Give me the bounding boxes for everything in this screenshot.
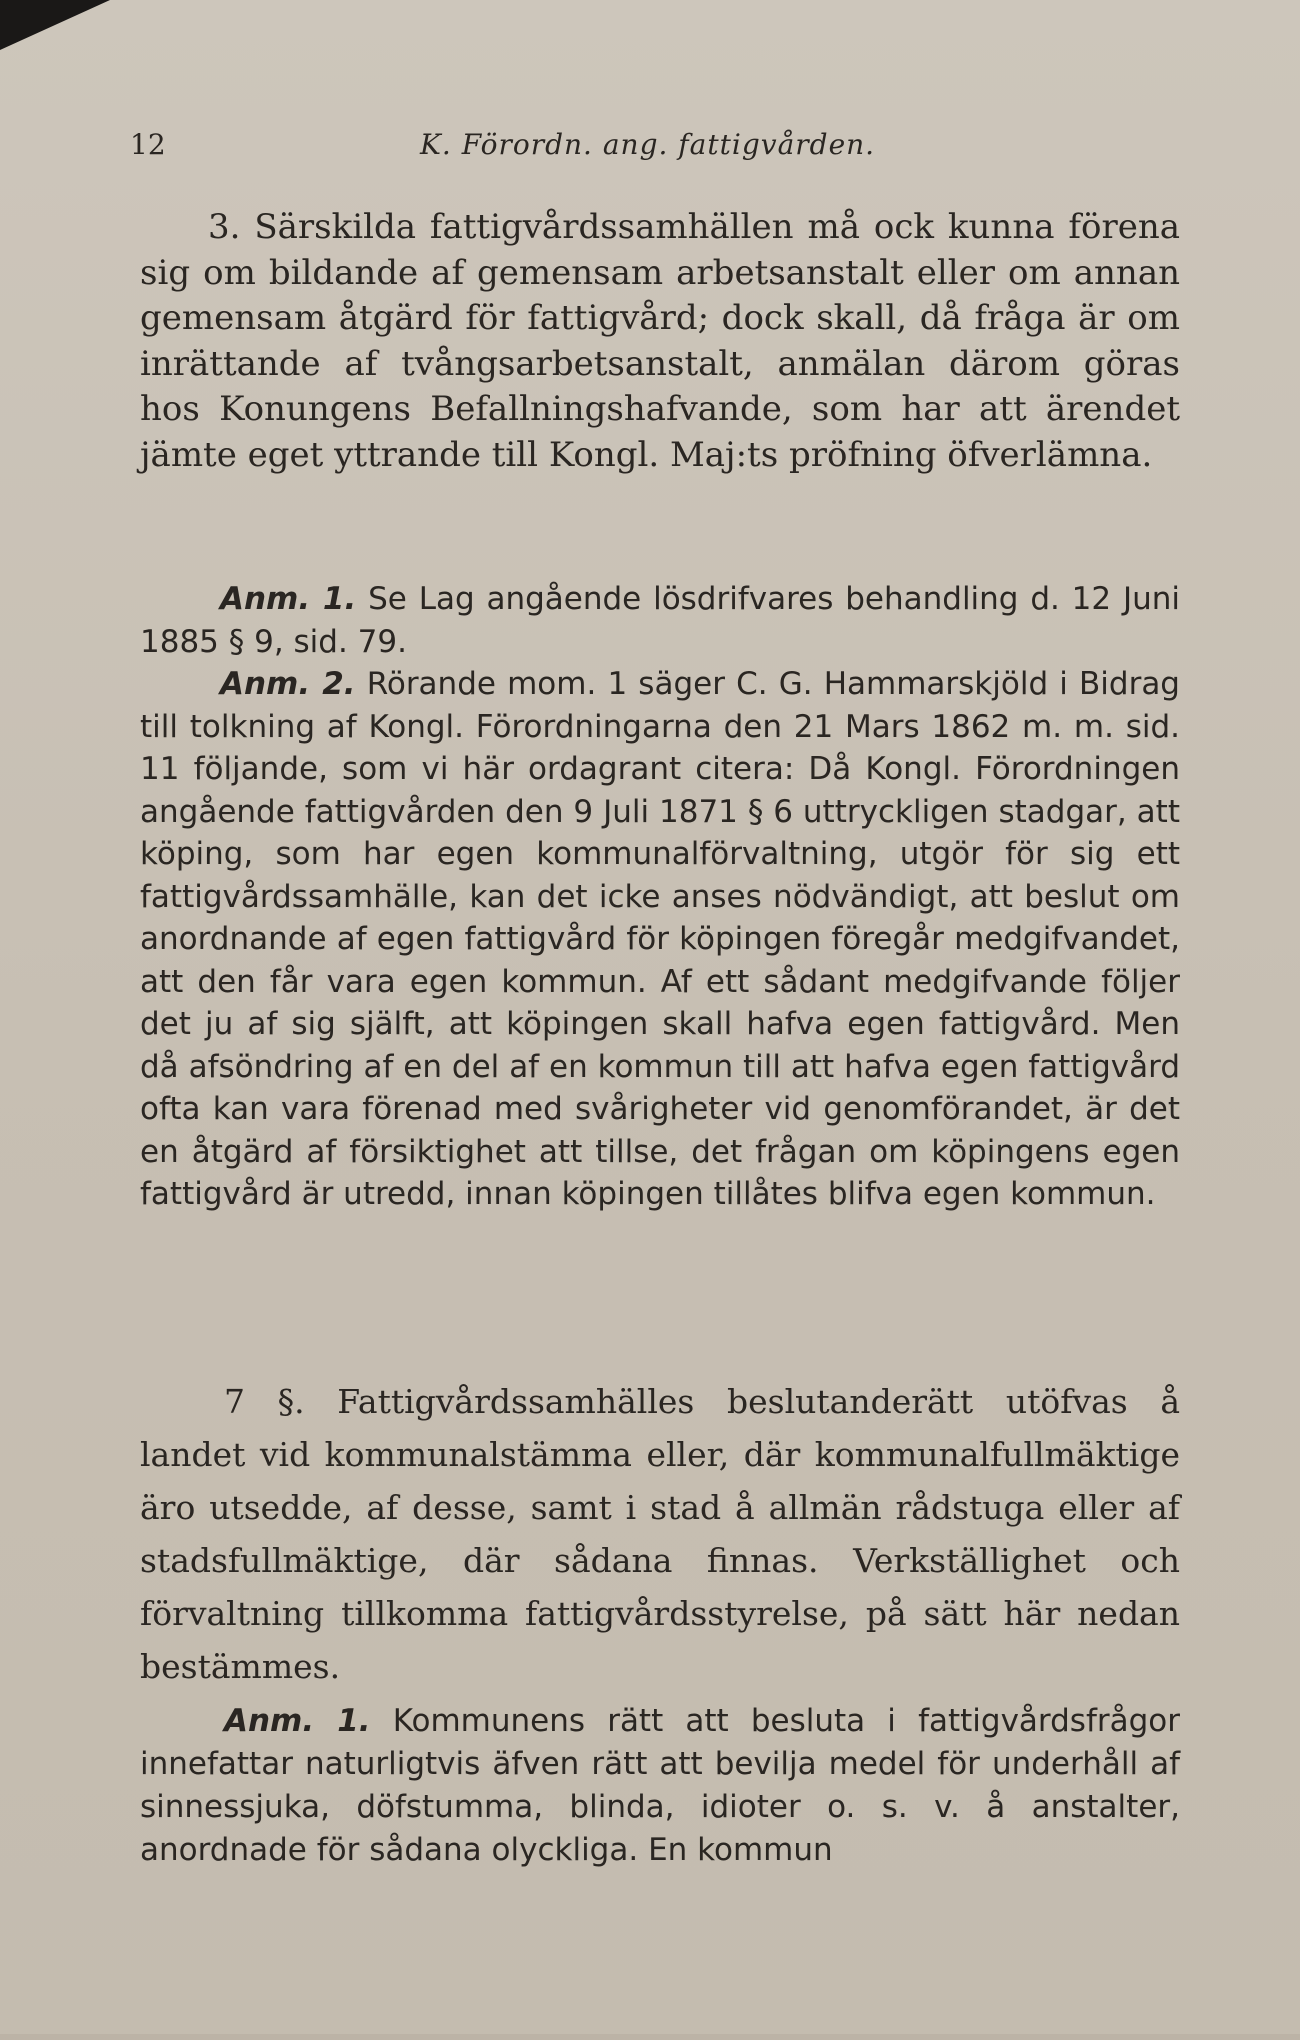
- annotations-block: [140, 578, 1180, 1216]
- paragraph-3-block: [140, 205, 1180, 478]
- note-2-text: Rörande mom. 1 säger C. G. Hammarskjöld i Bidrag till tolkning af Kongl. Förordningarna den 21 Mars 1862 m. m. sid. 11 följande, som vi här ordagrant citera: Då Kongl. Förordningen angående fattigvården den 9 Juli 1871 § 6 uttryckligen stadgar, att köping, som har egen kommunalförvaltning, utgör för sig ett fattigvårdssamhälle, kan det icke anses nödvändigt, att beslut om anordnande af egen fattigvård för köpingen föregår medgifvandet, att den får vara egen kommun. Af ett sådant medgifvande följer det ju af sig själft, att köpingen skall hafva egen fattigvård. Men då afsöndring af en del af en kommun till att hafva egen fattigvård ofta kan vara förenad med svårigheter vid genomförandet, är det en åtgärd af försiktighet att tillse, det frågan om köpingens egen fattigvård är utredd, innan köpingen tillåtes blifva egen kommun.: [140, 666, 1180, 1212]
- section-7-note-1-label: Anm. 1.: [224, 1703, 371, 1739]
- section-7-block: [140, 1375, 1180, 1693]
- page-bottom-edge: [0, 2034, 1300, 2040]
- page-number: 12: [130, 128, 166, 161]
- note-1-label: Anm. 1.: [220, 581, 357, 617]
- section-7-note-1-text: Kommunens rätt att besluta i fattigvårdsfrågor innefattar naturligtvis äfven rätt att bevilja medel för underhåll af sinnessjuka, döfstumma, blinda, idioter o. s. v. å anstalter, anordnade för sådana olyckliga. En kommun: [140, 1703, 1180, 1868]
- paragraph-3: 3. Särskilda fattigvårdssamhällen må ock kunna förena sig om bildande af gemensam arbetsanstalt eller om annan gemensam åtgärd för fattigvård; dock skall, då fråga är om inrättande af tvångsarbetsanstalt, anmälan därom göras hos Konungens Befallningshafvande, som har att ärendet jämte eget yttrande till Kongl. Maj:ts pröfning öfverlämna.: [140, 207, 1180, 475]
- scan-corner: [0, 0, 110, 50]
- section-7-note-1: [140, 1700, 1180, 1872]
- running-head: K. Förordn. ang. fattigvården.: [420, 128, 876, 161]
- section-7-annotations: [140, 1700, 1180, 1872]
- note-2-label: Anm. 2.: [220, 666, 356, 702]
- page-header: [130, 128, 1180, 168]
- note-1: [140, 578, 1180, 663]
- note-2: [140, 663, 1180, 1216]
- note-1-text: Se Lag angående lösdrifvares behandling d. 12 Juni 1885 § 9, sid. 79.: [140, 581, 1181, 660]
- section-7: 7 §. Fattigvårdssamhälles beslutanderätt utöfvas å landet vid kommunalstämma eller, där kommunalfullmäktige äro utsedde, af desse, samt i stad å allmän rådstuga eller af stadsfullmäktige, där sådana finnas. Verkställighet och förvaltning tillkomma fattigvårdsstyrelse, på sätt här nedan bestämmes.: [140, 1382, 1180, 1686]
